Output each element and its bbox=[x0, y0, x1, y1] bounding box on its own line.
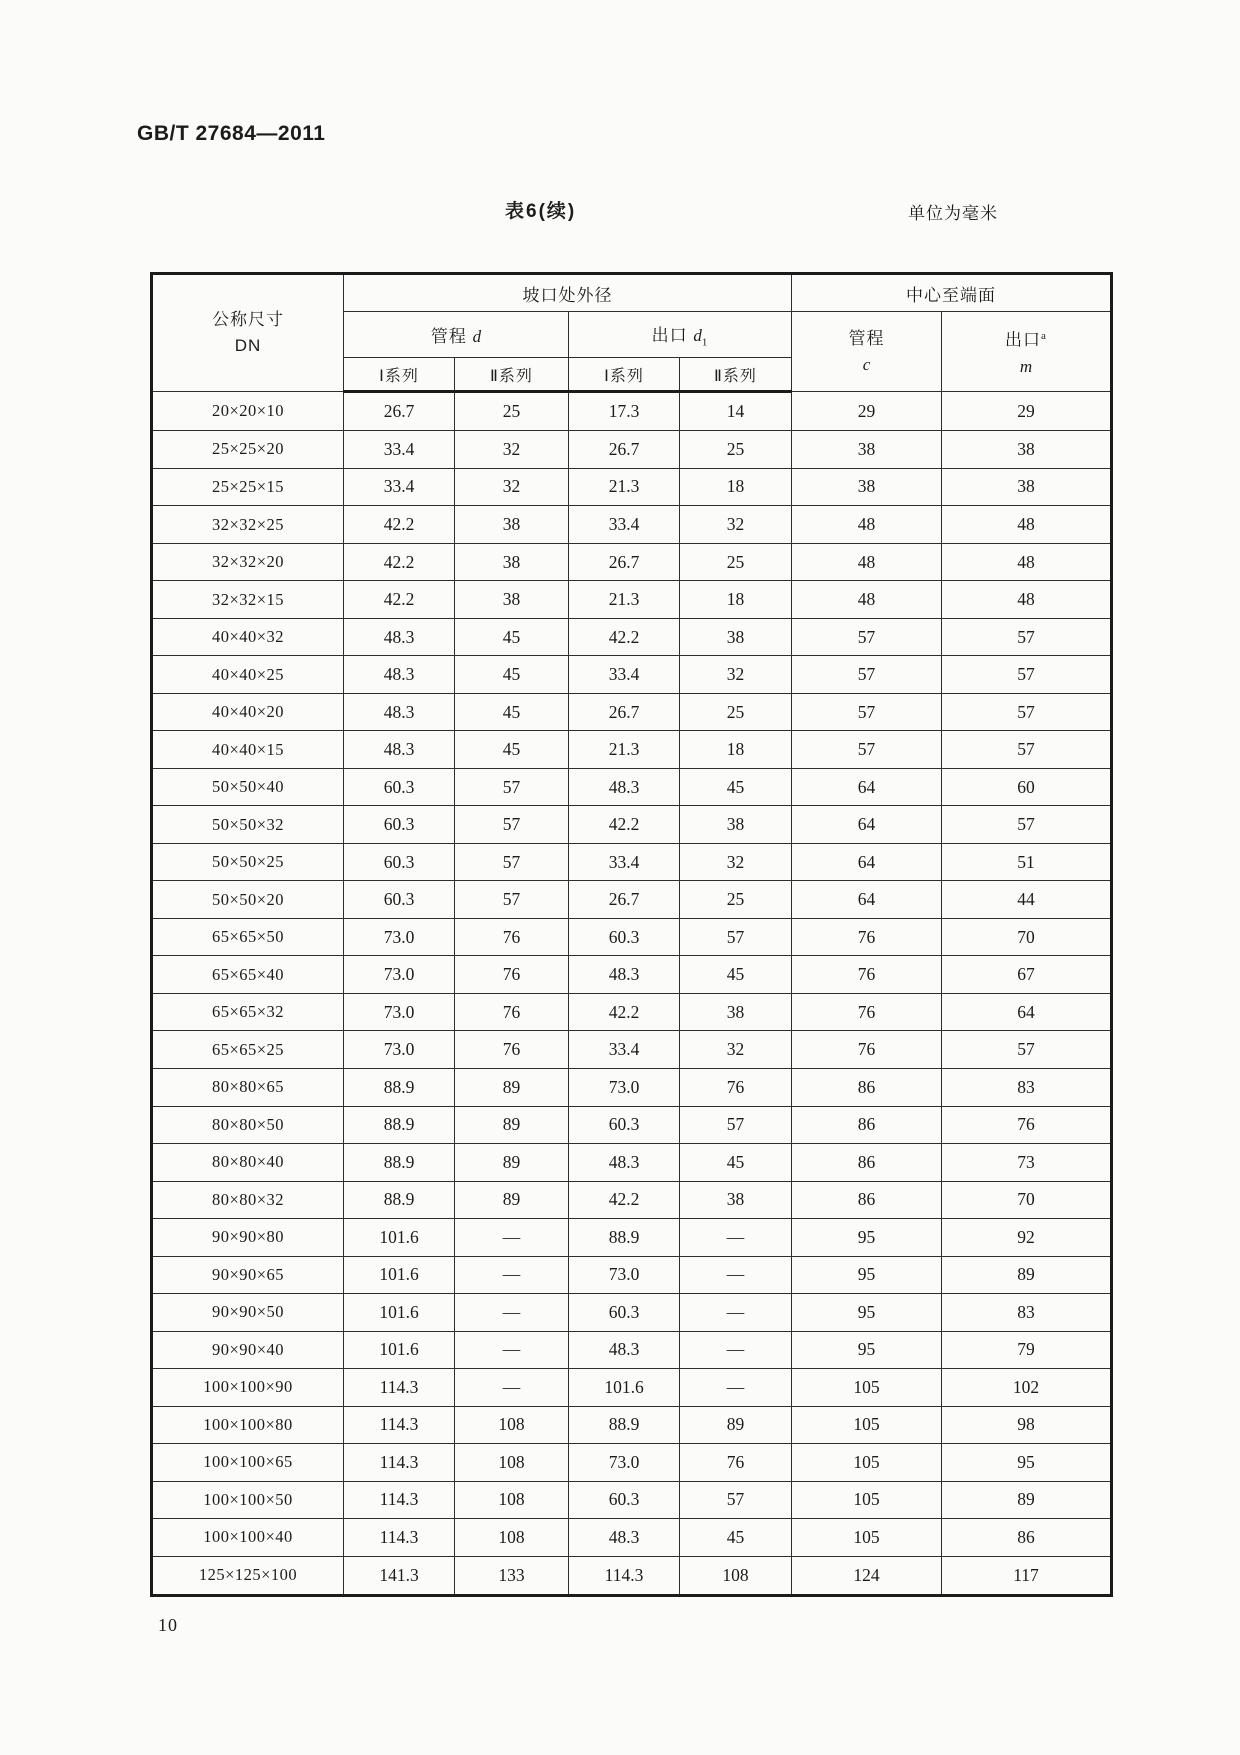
cell-value: 114.3 bbox=[344, 1519, 455, 1557]
cell-value: 51 bbox=[942, 843, 1112, 881]
cell-value: 105 bbox=[792, 1406, 942, 1444]
cell-value: 98 bbox=[942, 1406, 1112, 1444]
cell-value: 33.4 bbox=[344, 431, 455, 469]
cell-value: 60.3 bbox=[569, 1106, 680, 1144]
cell-value: 79 bbox=[942, 1331, 1112, 1369]
cell-value: 57 bbox=[942, 731, 1112, 769]
cell-value: 42.2 bbox=[569, 1181, 680, 1219]
cell-value: 102 bbox=[942, 1369, 1112, 1407]
cell-value: 57 bbox=[942, 618, 1112, 656]
cell-value: 57 bbox=[792, 693, 942, 731]
cell-value: 42.2 bbox=[569, 618, 680, 656]
cell-nominal-size: 65×65×32 bbox=[152, 993, 344, 1031]
cell-value: 32 bbox=[680, 843, 792, 881]
cell-value: 76 bbox=[792, 1031, 942, 1069]
cell-value: — bbox=[680, 1331, 792, 1369]
cell-value: 18 bbox=[680, 468, 792, 506]
cell-value: 124 bbox=[792, 1556, 942, 1595]
cell-value: 95 bbox=[942, 1444, 1112, 1482]
cell-nominal-size: 100×100×65 bbox=[152, 1444, 344, 1482]
cell-value: 48.3 bbox=[569, 768, 680, 806]
cell-value: 57 bbox=[792, 731, 942, 769]
cell-nominal-size: 65×65×40 bbox=[152, 956, 344, 994]
cell-value: 42.2 bbox=[344, 506, 455, 544]
header-outlet-d1-symbol-sub: 1 bbox=[701, 336, 709, 349]
cell-value: 88.9 bbox=[344, 1144, 455, 1182]
cell-value: — bbox=[455, 1369, 569, 1407]
cell-value: — bbox=[455, 1256, 569, 1294]
cell-value: 73.0 bbox=[344, 1031, 455, 1069]
cell-nominal-size: 90×90×50 bbox=[152, 1294, 344, 1332]
cell-value: 76 bbox=[792, 956, 942, 994]
cell-value: 57 bbox=[455, 806, 569, 844]
cell-value: — bbox=[680, 1369, 792, 1407]
cell-value: 33.4 bbox=[344, 468, 455, 506]
cell-value: 45 bbox=[455, 656, 569, 694]
header-tube-d-series2: Ⅱ系列 bbox=[455, 358, 569, 392]
cell-value: 25 bbox=[680, 543, 792, 581]
cell-value: — bbox=[455, 1219, 569, 1257]
cell-value: 108 bbox=[455, 1481, 569, 1519]
cell-value: 33.4 bbox=[569, 1031, 680, 1069]
table-row bbox=[152, 431, 1112, 469]
cell-value: 48.3 bbox=[344, 693, 455, 731]
header-nominal-size-label: 公称尺寸 bbox=[212, 310, 284, 329]
cell-value: 76 bbox=[680, 1068, 792, 1106]
cell-value: 86 bbox=[792, 1181, 942, 1219]
cell-value: 88.9 bbox=[569, 1219, 680, 1257]
cell-value: 117 bbox=[942, 1556, 1112, 1595]
cell-value: 64 bbox=[792, 806, 942, 844]
header-outlet-d1 bbox=[569, 312, 792, 358]
header-center-to-end-group: 中心至端面 bbox=[792, 274, 1112, 312]
cell-nominal-size: 100×100×50 bbox=[152, 1481, 344, 1519]
cell-value: 38 bbox=[942, 468, 1112, 506]
header-outlet-m-symbol: m bbox=[1019, 356, 1033, 376]
cell-nominal-size: 90×90×40 bbox=[152, 1331, 344, 1369]
cell-value: 57 bbox=[680, 1106, 792, 1144]
cell-value: 108 bbox=[455, 1444, 569, 1482]
cell-value: 26.7 bbox=[569, 543, 680, 581]
cell-nominal-size: 125×125×100 bbox=[152, 1556, 344, 1595]
cell-value: 26.7 bbox=[569, 431, 680, 469]
cell-nominal-size: 80×80×65 bbox=[152, 1068, 344, 1106]
cell-value: 83 bbox=[942, 1068, 1112, 1106]
cell-value: 95 bbox=[792, 1294, 942, 1332]
cell-value: 38 bbox=[942, 431, 1112, 469]
cell-value: 42.2 bbox=[569, 806, 680, 844]
table-row bbox=[152, 731, 1112, 769]
cell-nominal-size: 50×50×20 bbox=[152, 881, 344, 919]
cell-value: 45 bbox=[680, 768, 792, 806]
cell-value: — bbox=[680, 1256, 792, 1294]
cell-value: 38 bbox=[792, 468, 942, 506]
doc-number: GB/T 27684—2011 bbox=[137, 122, 326, 145]
cell-value: 26.7 bbox=[569, 693, 680, 731]
cell-value: 76 bbox=[792, 993, 942, 1031]
header-tube-c bbox=[792, 312, 942, 392]
cell-value: 44 bbox=[942, 881, 1112, 919]
header-tube-c-symbol: c bbox=[862, 354, 871, 374]
cell-nominal-size: 40×40×20 bbox=[152, 693, 344, 731]
cell-value: 101.6 bbox=[344, 1294, 455, 1332]
cell-value: 42.2 bbox=[344, 581, 455, 619]
cell-nominal-size: 40×40×15 bbox=[152, 731, 344, 769]
cell-value: 88.9 bbox=[344, 1106, 455, 1144]
cell-value: 89 bbox=[942, 1481, 1112, 1519]
cell-value: 76 bbox=[680, 1444, 792, 1482]
cell-value: 57 bbox=[792, 656, 942, 694]
cell-value: 83 bbox=[942, 1294, 1112, 1332]
cell-value: 101.6 bbox=[344, 1219, 455, 1257]
table-row bbox=[152, 1331, 1112, 1369]
cell-value: 89 bbox=[455, 1106, 569, 1144]
table-row bbox=[152, 1294, 1112, 1332]
table-row bbox=[152, 1556, 1112, 1595]
cell-value: 73.0 bbox=[344, 918, 455, 956]
cell-value: 48.3 bbox=[344, 656, 455, 694]
cell-value: — bbox=[680, 1294, 792, 1332]
cell-value: 48 bbox=[792, 506, 942, 544]
cell-value: 25 bbox=[680, 431, 792, 469]
cell-value: 42.2 bbox=[569, 993, 680, 1031]
cell-value: 60.3 bbox=[344, 806, 455, 844]
cell-nominal-size: 80×80×32 bbox=[152, 1181, 344, 1219]
cell-value: 89 bbox=[455, 1181, 569, 1219]
table-row bbox=[152, 1031, 1112, 1069]
cell-value: 89 bbox=[455, 1068, 569, 1106]
page-number: 10 bbox=[158, 1615, 178, 1635]
cell-value: 60.3 bbox=[344, 881, 455, 919]
table-row bbox=[152, 1219, 1112, 1257]
table-row bbox=[152, 881, 1112, 919]
cell-value: 141.3 bbox=[344, 1556, 455, 1595]
cell-value: 76 bbox=[455, 956, 569, 994]
cell-value: 60.3 bbox=[569, 918, 680, 956]
cell-value: 48.3 bbox=[569, 1144, 680, 1182]
header-tube-d bbox=[344, 312, 569, 358]
cell-value: 76 bbox=[942, 1106, 1112, 1144]
cell-value: 88.9 bbox=[344, 1068, 455, 1106]
cell-value: 73.0 bbox=[569, 1256, 680, 1294]
cell-value: 45 bbox=[455, 618, 569, 656]
cell-value: 60 bbox=[942, 768, 1112, 806]
cell-value: 48.3 bbox=[344, 731, 455, 769]
table-row bbox=[152, 1068, 1112, 1106]
cell-value: 114.3 bbox=[569, 1556, 680, 1595]
cell-value: 38 bbox=[792, 431, 942, 469]
cell-nominal-size: 90×90×80 bbox=[152, 1219, 344, 1257]
cell-nominal-size: 32×32×15 bbox=[152, 581, 344, 619]
header-outlet-m bbox=[942, 312, 1112, 392]
table-row bbox=[152, 1481, 1112, 1519]
cell-value: 105 bbox=[792, 1444, 942, 1482]
cell-value: 60.3 bbox=[344, 768, 455, 806]
cell-value: 89 bbox=[680, 1406, 792, 1444]
cell-value: 25 bbox=[680, 693, 792, 731]
table-row bbox=[152, 1519, 1112, 1557]
cell-value: 76 bbox=[455, 918, 569, 956]
cell-value: 48.3 bbox=[569, 956, 680, 994]
table-caption: 表6(续) bbox=[505, 201, 577, 222]
table-row bbox=[152, 1181, 1112, 1219]
cell-value: 105 bbox=[792, 1519, 942, 1557]
cell-nominal-size: 80×80×50 bbox=[152, 1106, 344, 1144]
cell-value: 21.3 bbox=[569, 581, 680, 619]
cell-nominal-size: 80×80×40 bbox=[152, 1144, 344, 1182]
unit-note: 单位为毫米 bbox=[908, 204, 998, 223]
header-outlet-d1-symbol: d bbox=[693, 325, 702, 345]
cell-nominal-size: 90×90×65 bbox=[152, 1256, 344, 1294]
header-outlet-d1-series2: Ⅱ系列 bbox=[680, 358, 792, 392]
cell-value: 45 bbox=[455, 731, 569, 769]
cell-nominal-size: 40×40×32 bbox=[152, 618, 344, 656]
cell-value: 45 bbox=[680, 956, 792, 994]
cell-value: 38 bbox=[680, 806, 792, 844]
table-row bbox=[152, 392, 1112, 431]
cell-value: 95 bbox=[792, 1219, 942, 1257]
cell-value: 25 bbox=[455, 392, 569, 431]
cell-value: 26.7 bbox=[344, 392, 455, 431]
cell-value: 60.3 bbox=[569, 1294, 680, 1332]
cell-value: 48.3 bbox=[569, 1519, 680, 1557]
cell-value: 88.9 bbox=[569, 1406, 680, 1444]
cell-value: 57 bbox=[455, 768, 569, 806]
cell-value: 88.9 bbox=[344, 1181, 455, 1219]
table-row bbox=[152, 843, 1112, 881]
table-row bbox=[152, 1144, 1112, 1182]
cell-value: 29 bbox=[792, 392, 942, 431]
cell-value: — bbox=[455, 1331, 569, 1369]
cell-value: — bbox=[455, 1294, 569, 1332]
cell-value: 57 bbox=[792, 618, 942, 656]
cell-value: 32 bbox=[680, 1031, 792, 1069]
cell-value: 48 bbox=[792, 581, 942, 619]
cell-value: 133 bbox=[455, 1556, 569, 1595]
cell-value: 60.3 bbox=[569, 1481, 680, 1519]
header-tube-d-symbol: d bbox=[472, 327, 482, 346]
cell-value: 48.3 bbox=[344, 618, 455, 656]
cell-value: 57 bbox=[455, 881, 569, 919]
table-row bbox=[152, 506, 1112, 544]
header-outlet-d1-series1: Ⅰ系列 bbox=[569, 358, 680, 392]
table-row bbox=[152, 1444, 1112, 1482]
cell-value: 29 bbox=[942, 392, 1112, 431]
table-body bbox=[152, 392, 1112, 1596]
cell-value: 38 bbox=[680, 993, 792, 1031]
table-row bbox=[152, 918, 1112, 956]
cell-nominal-size: 65×65×50 bbox=[152, 918, 344, 956]
header-outlet-d1-label: 出口 bbox=[651, 325, 688, 345]
table-row bbox=[152, 1369, 1112, 1407]
cell-value: 114.3 bbox=[344, 1406, 455, 1444]
cell-nominal-size: 20×20×10 bbox=[152, 392, 344, 431]
cell-nominal-size: 100×100×80 bbox=[152, 1406, 344, 1444]
cell-value: 95 bbox=[792, 1331, 942, 1369]
cell-value: 57 bbox=[942, 693, 1112, 731]
table-row bbox=[152, 1406, 1112, 1444]
cell-value: 48 bbox=[942, 543, 1112, 581]
cell-value: 76 bbox=[455, 993, 569, 1031]
cell-value: 108 bbox=[455, 1519, 569, 1557]
cell-nominal-size: 32×32×20 bbox=[152, 543, 344, 581]
cell-nominal-size: 32×32×25 bbox=[152, 506, 344, 544]
cell-value: 48 bbox=[942, 506, 1112, 544]
cell-value: 95 bbox=[792, 1256, 942, 1294]
cell-nominal-size: 40×40×25 bbox=[152, 656, 344, 694]
cell-value: 64 bbox=[792, 881, 942, 919]
cell-value: 92 bbox=[942, 1219, 1112, 1257]
table-row bbox=[152, 806, 1112, 844]
cell-value: 21.3 bbox=[569, 468, 680, 506]
cell-value: 101.6 bbox=[344, 1331, 455, 1369]
cell-value: 48.3 bbox=[569, 1331, 680, 1369]
cell-value: 48 bbox=[792, 543, 942, 581]
cell-value: 33.4 bbox=[569, 506, 680, 544]
cell-value: 18 bbox=[680, 581, 792, 619]
cell-value: 70 bbox=[942, 1181, 1112, 1219]
cell-value: 32 bbox=[680, 656, 792, 694]
header-outlet-m-label: 出口 bbox=[1005, 330, 1042, 350]
cell-value: 57 bbox=[455, 843, 569, 881]
cell-value: 26.7 bbox=[569, 881, 680, 919]
cell-value: 73.0 bbox=[344, 993, 455, 1031]
cell-nominal-size: 50×50×40 bbox=[152, 768, 344, 806]
cell-value: 101.6 bbox=[569, 1369, 680, 1407]
cell-value: 114.3 bbox=[344, 1481, 455, 1519]
cell-nominal-size: 25×25×15 bbox=[152, 468, 344, 506]
table-row bbox=[152, 693, 1112, 731]
cell-value: 114.3 bbox=[344, 1444, 455, 1482]
cell-nominal-size: 65×65×25 bbox=[152, 1031, 344, 1069]
cell-value: 76 bbox=[455, 1031, 569, 1069]
cell-value: 86 bbox=[792, 1106, 942, 1144]
header-bevel-od-group: 坡口处外径 bbox=[344, 274, 792, 312]
cell-value: 45 bbox=[680, 1519, 792, 1557]
cell-value: 21.3 bbox=[569, 731, 680, 769]
cell-value: 32 bbox=[680, 506, 792, 544]
header-outlet-m-sup: a bbox=[1041, 330, 1047, 343]
cell-value: 73.0 bbox=[344, 956, 455, 994]
dimension-table bbox=[150, 272, 1113, 1597]
cell-value: 60.3 bbox=[344, 843, 455, 881]
header-nominal-size bbox=[152, 274, 344, 392]
cell-value: 45 bbox=[455, 693, 569, 731]
cell-nominal-size: 100×100×90 bbox=[152, 1369, 344, 1407]
header-tube-d-series1: Ⅰ系列 bbox=[344, 358, 455, 392]
table-row bbox=[152, 618, 1112, 656]
header-nominal-size-sub: DN bbox=[234, 336, 262, 355]
cell-value: 57 bbox=[680, 918, 792, 956]
cell-value: 108 bbox=[680, 1556, 792, 1595]
cell-value: 73 bbox=[942, 1144, 1112, 1182]
cell-value: — bbox=[680, 1219, 792, 1257]
cell-value: 17.3 bbox=[569, 392, 680, 431]
cell-value: 42.2 bbox=[344, 543, 455, 581]
cell-value: 70 bbox=[942, 918, 1112, 956]
table-row bbox=[152, 768, 1112, 806]
cell-value: 33.4 bbox=[569, 843, 680, 881]
cell-value: 73.0 bbox=[569, 1444, 680, 1482]
cell-value: 86 bbox=[792, 1144, 942, 1182]
table-row bbox=[152, 1256, 1112, 1294]
table-row bbox=[152, 543, 1112, 581]
cell-value: 48 bbox=[942, 581, 1112, 619]
cell-value: 57 bbox=[942, 1031, 1112, 1069]
cell-value: 32 bbox=[455, 431, 569, 469]
cell-value: 108 bbox=[455, 1406, 569, 1444]
cell-value: 32 bbox=[455, 468, 569, 506]
cell-value: 38 bbox=[680, 1181, 792, 1219]
cell-nominal-size: 50×50×25 bbox=[152, 843, 344, 881]
cell-value: 64 bbox=[792, 768, 942, 806]
cell-value: 57 bbox=[942, 656, 1112, 694]
cell-value: 105 bbox=[792, 1369, 942, 1407]
cell-value: 86 bbox=[942, 1519, 1112, 1557]
cell-nominal-size: 50×50×32 bbox=[152, 806, 344, 844]
cell-value: 45 bbox=[680, 1144, 792, 1182]
cell-value: 25 bbox=[680, 881, 792, 919]
cell-value: 38 bbox=[455, 543, 569, 581]
header-tube-d-label: 管程 bbox=[430, 327, 467, 346]
cell-nominal-size: 25×25×20 bbox=[152, 431, 344, 469]
cell-value: 64 bbox=[942, 993, 1112, 1031]
cell-nominal-size: 100×100×40 bbox=[152, 1519, 344, 1557]
cell-value: 33.4 bbox=[569, 656, 680, 694]
cell-value: 76 bbox=[792, 918, 942, 956]
table-row bbox=[152, 1106, 1112, 1144]
cell-value: 38 bbox=[680, 618, 792, 656]
cell-value: 57 bbox=[680, 1481, 792, 1519]
cell-value: 18 bbox=[680, 731, 792, 769]
cell-value: 38 bbox=[455, 581, 569, 619]
cell-value: 89 bbox=[455, 1144, 569, 1182]
cell-value: 114.3 bbox=[344, 1369, 455, 1407]
table-row bbox=[152, 993, 1112, 1031]
table-row bbox=[152, 468, 1112, 506]
cell-value: 14 bbox=[680, 392, 792, 431]
cell-value: 105 bbox=[792, 1481, 942, 1519]
cell-value: 86 bbox=[792, 1068, 942, 1106]
cell-value: 38 bbox=[455, 506, 569, 544]
table-row bbox=[152, 581, 1112, 619]
cell-value: 73.0 bbox=[569, 1068, 680, 1106]
cell-value: 101.6 bbox=[344, 1256, 455, 1294]
cell-value: 67 bbox=[942, 956, 1112, 994]
cell-value: 89 bbox=[942, 1256, 1112, 1294]
header-tube-c-label: 管程 bbox=[848, 328, 885, 348]
cell-value: 57 bbox=[942, 806, 1112, 844]
table-row bbox=[152, 956, 1112, 994]
cell-value: 64 bbox=[792, 843, 942, 881]
table-row bbox=[152, 656, 1112, 694]
